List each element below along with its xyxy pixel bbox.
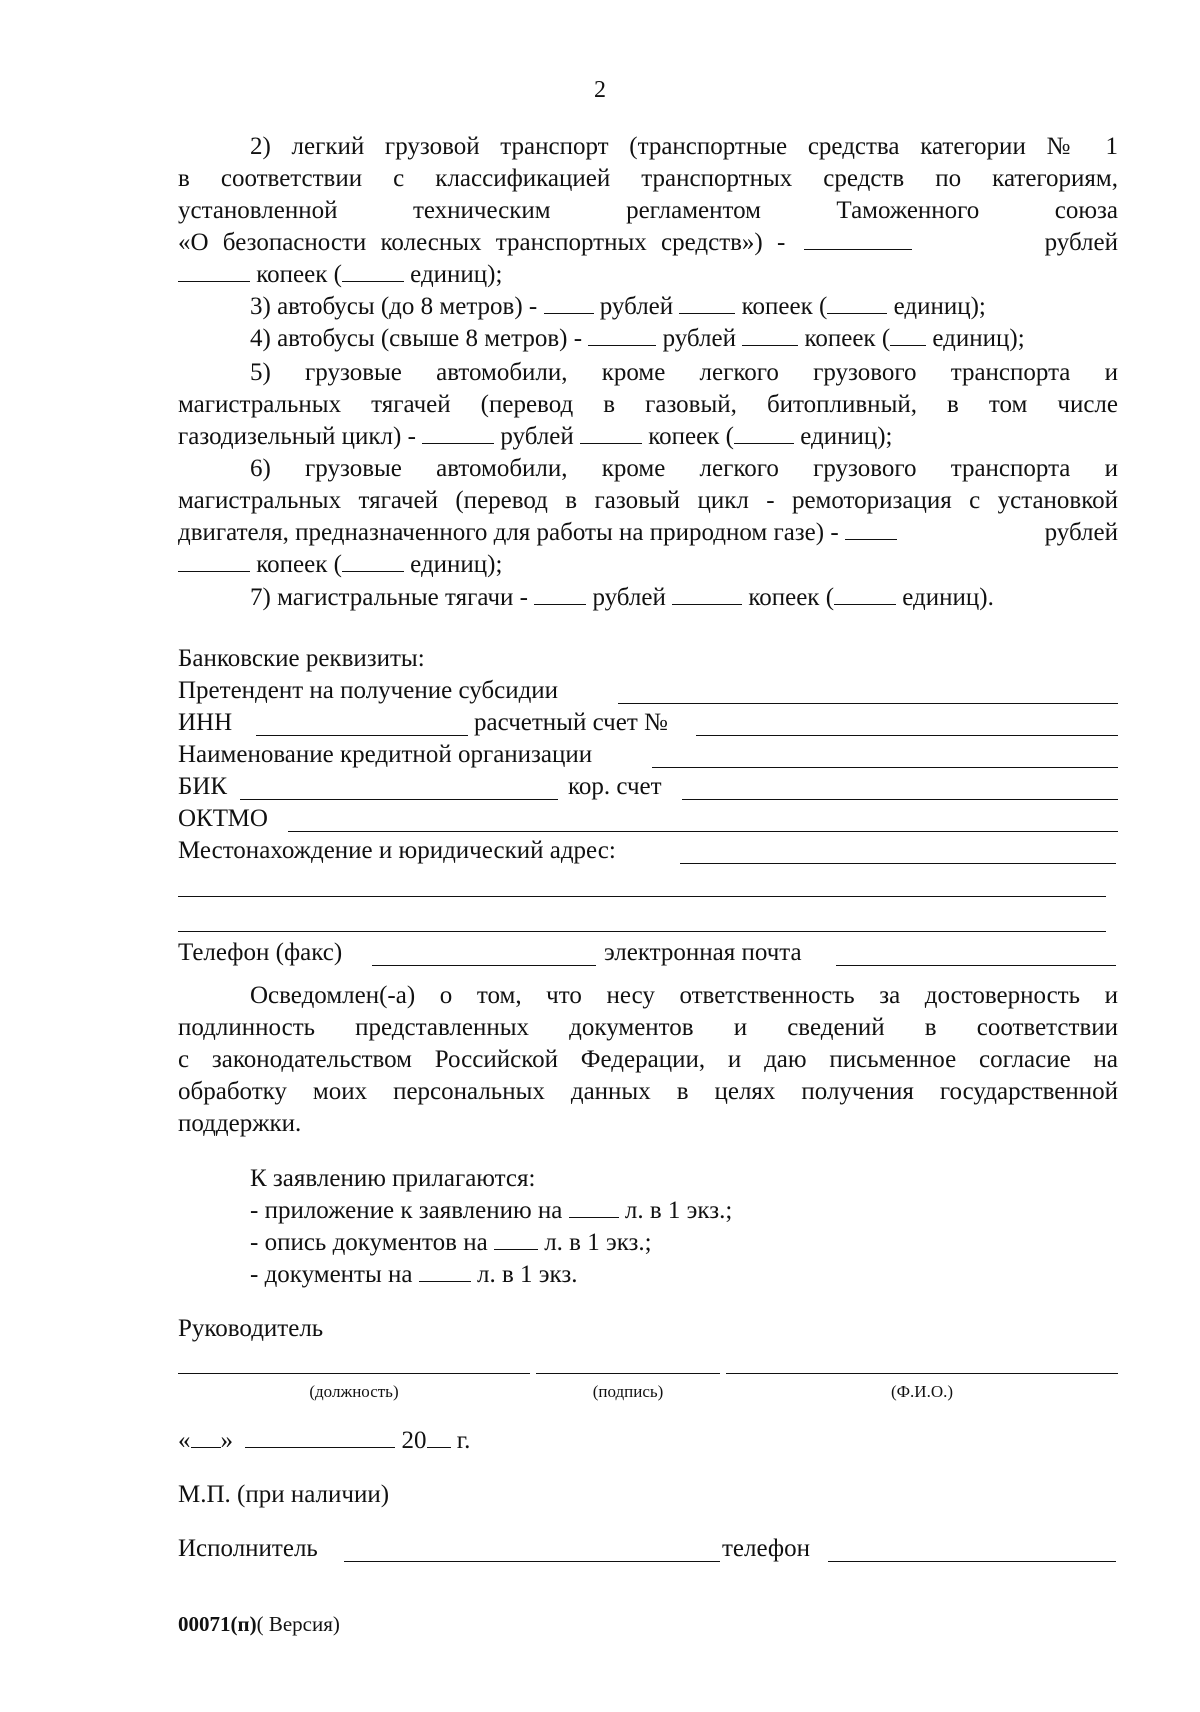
item5-line2: магистральных тягачей (перевод в газовый, битопливный, в том числе: [178, 391, 1118, 418]
bank-name-label: Наименование кредитной организации: [178, 741, 593, 768]
account-field[interactable]: [696, 735, 1118, 736]
document-code: [178, 1611, 340, 1637]
document-version: ( Версия): [256, 1612, 340, 1636]
item6-line1: 6) грузовые автомобили, кроме легкого грузового транспорта и: [250, 455, 1118, 482]
bik-field[interactable]: [240, 799, 558, 800]
bik-label: БИК: [178, 773, 228, 800]
consent-line5: поддержки.: [178, 1110, 302, 1137]
item2-units-label: единиц);: [410, 261, 503, 288]
executor-field[interactable]: [344, 1561, 720, 1562]
item7-units-field[interactable]: [834, 582, 896, 605]
item2-kopecks-label: копеек (: [256, 261, 342, 288]
item5-kopecks-field[interactable]: [580, 421, 642, 444]
item3-kopecks-field[interactable]: [679, 291, 735, 314]
email-field[interactable]: [836, 965, 1116, 966]
email-label: электронная почта: [604, 939, 802, 966]
full-name-field[interactable]: [726, 1373, 1118, 1374]
item4-rubles-label: рублей: [662, 325, 736, 352]
item4-text: 4) автобусы (свыше 8 метров) -: [250, 325, 583, 352]
item4-units-label: единиц);: [932, 325, 1025, 352]
attachment-3: [250, 1259, 1118, 1291]
executor-phone-label: телефон: [722, 1535, 810, 1562]
consent-line3: с законодательством Российской Федерации, и даю письменное согласие на: [178, 1046, 1118, 1073]
attachment-2: [250, 1227, 1118, 1259]
item5-rubles-label: рублей: [500, 423, 574, 450]
item3-units-label: единиц);: [893, 293, 986, 320]
consent-line4: обработку моих персональных данных в целях получения государственной: [178, 1078, 1118, 1105]
item5-units-label: единиц);: [800, 423, 893, 450]
attachment-2-pages-field[interactable]: [494, 1227, 538, 1250]
item2-units-field[interactable]: [342, 259, 404, 282]
corr-label: кор. счет: [568, 773, 662, 800]
item7-rubles-field[interactable]: [534, 582, 586, 605]
item3-units-field[interactable]: [827, 291, 887, 314]
item3-text: 3) автобусы (до 8 метров) -: [250, 293, 538, 320]
item7-kopecks-field[interactable]: [672, 582, 742, 605]
item5-line1: 5) грузовые автомобили, кроме легкого грузового транспорта и: [250, 359, 1118, 386]
bank-name-field[interactable]: [652, 767, 1118, 768]
item7-line: [250, 582, 1118, 614]
item5-text: газодизельный цикл) -: [178, 423, 416, 450]
address-label: Местонахождение и юридический адрес:: [178, 837, 616, 864]
attachments-title: К заявлению прилагаются:: [250, 1165, 536, 1192]
item4-kopecks-field[interactable]: [742, 323, 798, 346]
item4-units-field[interactable]: [890, 323, 926, 346]
attachment-1-label: - приложение к заявлению на: [250, 1197, 563, 1224]
attachment-2-suffix: л. в 1 экз.;: [544, 1229, 652, 1256]
signature-field[interactable]: [536, 1373, 720, 1374]
head-label: Руководитель: [178, 1315, 324, 1342]
date-day-field[interactable]: [191, 1425, 221, 1448]
item5-rubles-field[interactable]: [422, 421, 494, 444]
date-year-suffix: г.: [456, 1427, 471, 1454]
address-field[interactable]: [680, 863, 1116, 864]
caption-full-name: (Ф.И.О.): [890, 1382, 954, 1401]
date-year-field[interactable]: [427, 1425, 451, 1448]
attachment-3-suffix: л. в 1 экз.: [477, 1261, 578, 1288]
attachment-1: [250, 1195, 1118, 1227]
corr-field[interactable]: [682, 799, 1118, 800]
executor-phone-field[interactable]: [828, 1561, 1116, 1562]
oktmo-field[interactable]: [288, 831, 1118, 832]
address-field-line3[interactable]: [178, 931, 1106, 932]
stamp-label: М.П. (при наличии): [178, 1481, 390, 1508]
date-row: [178, 1425, 1118, 1457]
date-close-quote: »: [220, 1427, 233, 1454]
item7-text: 7) магистральные тягачи -: [250, 584, 528, 611]
item6-rubles-field[interactable]: [845, 517, 897, 540]
item4-rubles-field[interactable]: [588, 323, 656, 346]
item5-units-field[interactable]: [734, 421, 794, 444]
page-number: 2: [594, 77, 606, 103]
date-year-prefix: 20: [401, 1427, 427, 1454]
item6-units-field[interactable]: [342, 549, 404, 572]
item7-units-label: единиц).: [902, 584, 994, 611]
date-open-quote: «: [178, 1427, 191, 1454]
caption-signature: (подпись): [592, 1382, 664, 1401]
caption-position: (должность): [309, 1382, 399, 1401]
item4-kopecks-label: копеек (: [804, 325, 891, 352]
item5-line3: [178, 421, 1118, 453]
consent-line1: Осведомлен(-а) о том, что несу ответственность за достоверность и: [250, 982, 1118, 1009]
date-month-field[interactable]: [245, 1425, 395, 1448]
attachment-1-suffix: л. в 1 экз.;: [624, 1197, 733, 1224]
consent-line2: подлинность представленных документов и сведений в соответствии: [178, 1014, 1118, 1041]
item3-rubles-label: рублей: [599, 293, 674, 320]
oktmo-label: ОКТМО: [178, 805, 268, 832]
item3-line: [250, 291, 1118, 323]
applicant-label: Претендент на получение субсидии: [178, 677, 559, 704]
item2-line4-text: «О безопасности колесных транспортных средств») -: [178, 229, 786, 256]
position-field[interactable]: [178, 1373, 530, 1374]
applicant-field[interactable]: [618, 703, 1118, 704]
item6-rubles-label: рублей: [1044, 519, 1118, 546]
item2-line2: в соответствии с классификацией транспортных средств по категориям,: [178, 165, 1118, 192]
item6-units-label: единиц);: [410, 551, 503, 578]
inn-field[interactable]: [256, 735, 468, 736]
item2-kopecks-field[interactable]: [178, 259, 250, 282]
account-label: расчетный счет №: [474, 709, 668, 736]
item6-kopecks-label: копеек (: [256, 551, 342, 578]
item2-rubles-field[interactable]: [804, 227, 912, 250]
item2-line3: установленной техническим регламентом Таможенного союза: [178, 197, 1118, 224]
item7-kopecks-label: копеек (: [748, 584, 835, 611]
item6-line2: магистральных тягачей (перевод в газовый цикл - ремоторизация с установкой: [178, 487, 1118, 514]
item6-line4: [178, 549, 1118, 581]
attachment-1-pages-field[interactable]: [569, 1195, 619, 1218]
address-field-line2[interactable]: [178, 896, 1106, 897]
attachment-3-pages-field[interactable]: [419, 1259, 471, 1282]
item2-line1: 2) легкий грузовой транспорт (транспортные средства категории № 1: [250, 133, 1118, 160]
phone-field[interactable]: [372, 965, 596, 966]
item3-rubles-field[interactable]: [544, 291, 594, 314]
document-code-number: 00071(п): [178, 1612, 257, 1636]
item2-rubles-label: рублей: [1044, 229, 1118, 256]
bank-title: Банковские реквизиты:: [178, 645, 425, 672]
item2-line4: [178, 227, 1118, 259]
item6-kopecks-field[interactable]: [178, 549, 250, 572]
attachment-2-label: - опись документов на: [250, 1229, 488, 1256]
item6-text: двигателя, предназначенного для работы на природном газе) -: [178, 519, 839, 546]
item7-rubles-label: рублей: [592, 584, 666, 611]
item2-line5: [178, 259, 1118, 291]
item4-line: [250, 323, 1118, 355]
executor-label: Исполнитель: [178, 1535, 318, 1562]
attachment-3-label: - документы на: [250, 1261, 413, 1288]
inn-label: ИНН: [178, 709, 233, 736]
item5-kopecks-label: копеек (: [648, 423, 734, 450]
item3-kopecks-label: копеек (: [741, 293, 828, 320]
phone-label: Телефон (факс): [178, 939, 343, 966]
item6-line3: [178, 517, 1118, 549]
